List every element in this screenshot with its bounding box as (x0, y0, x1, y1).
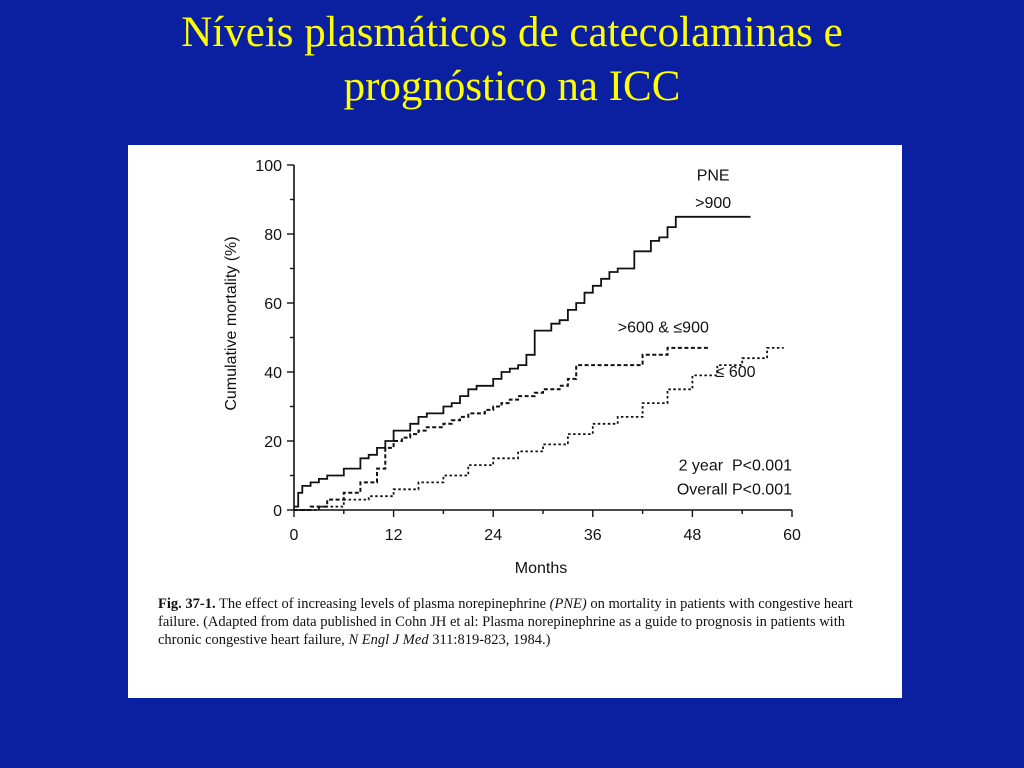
series-label-2: >600 & ≤900 (617, 319, 709, 337)
mortality-chart (128, 145, 902, 590)
caption-journal: N Engl J Med (348, 632, 429, 648)
y-tick-label: 60 (264, 296, 282, 313)
y-tick-label: 20 (264, 434, 282, 451)
x-tick-label: 0 (289, 527, 299, 544)
series-label-3: ≤ 600 (715, 364, 756, 382)
caption-text-1: The effect of increasing levels of plasma norepinephrine (215, 596, 550, 612)
x-tick-label: 12 (384, 527, 403, 544)
x-axis-label: Months (514, 560, 568, 577)
series-label-1: >900 (695, 195, 732, 213)
p-value-annotation: Overall P<0.001 (676, 481, 792, 499)
y-tick-label: 0 (273, 503, 282, 520)
x-tick-label: 24 (484, 527, 503, 544)
x-tick-label: 48 (683, 527, 702, 544)
x-tick-label: 60 (783, 527, 801, 544)
figure-panel (128, 145, 902, 698)
x-tick-label: 36 (583, 527, 602, 544)
slide-title-line-1: Níveis plasmáticos de catecolaminas e (181, 9, 843, 56)
y-tick-label: 100 (255, 158, 282, 175)
caption-label: Fig. 37-1. (158, 596, 216, 612)
slide-title (0, 6, 1024, 114)
y-axis-label: Cumulative mortality (%) (223, 236, 240, 411)
y-tick-label: 40 (264, 365, 282, 382)
y-tick-label: 80 (264, 227, 282, 244)
caption-text-2: on mortality in patients with congestive heart failure. (Adapted from data published in Cohn JH et al: Plasma norepinephrine as a guide to prognosis in patients with chronic congestive heart failure, (158, 596, 853, 648)
legend-title: PNE (696, 167, 730, 185)
caption-pne: (PNE) (549, 596, 587, 612)
caption-citation: 311:819-823, 1984.) (428, 632, 551, 648)
slide-title-line-2: prognóstico na ICC (343, 63, 681, 110)
p-value-annotation: 2 year P<0.001 (678, 457, 792, 475)
figure-caption (158, 595, 878, 649)
chart-labels (223, 158, 801, 577)
